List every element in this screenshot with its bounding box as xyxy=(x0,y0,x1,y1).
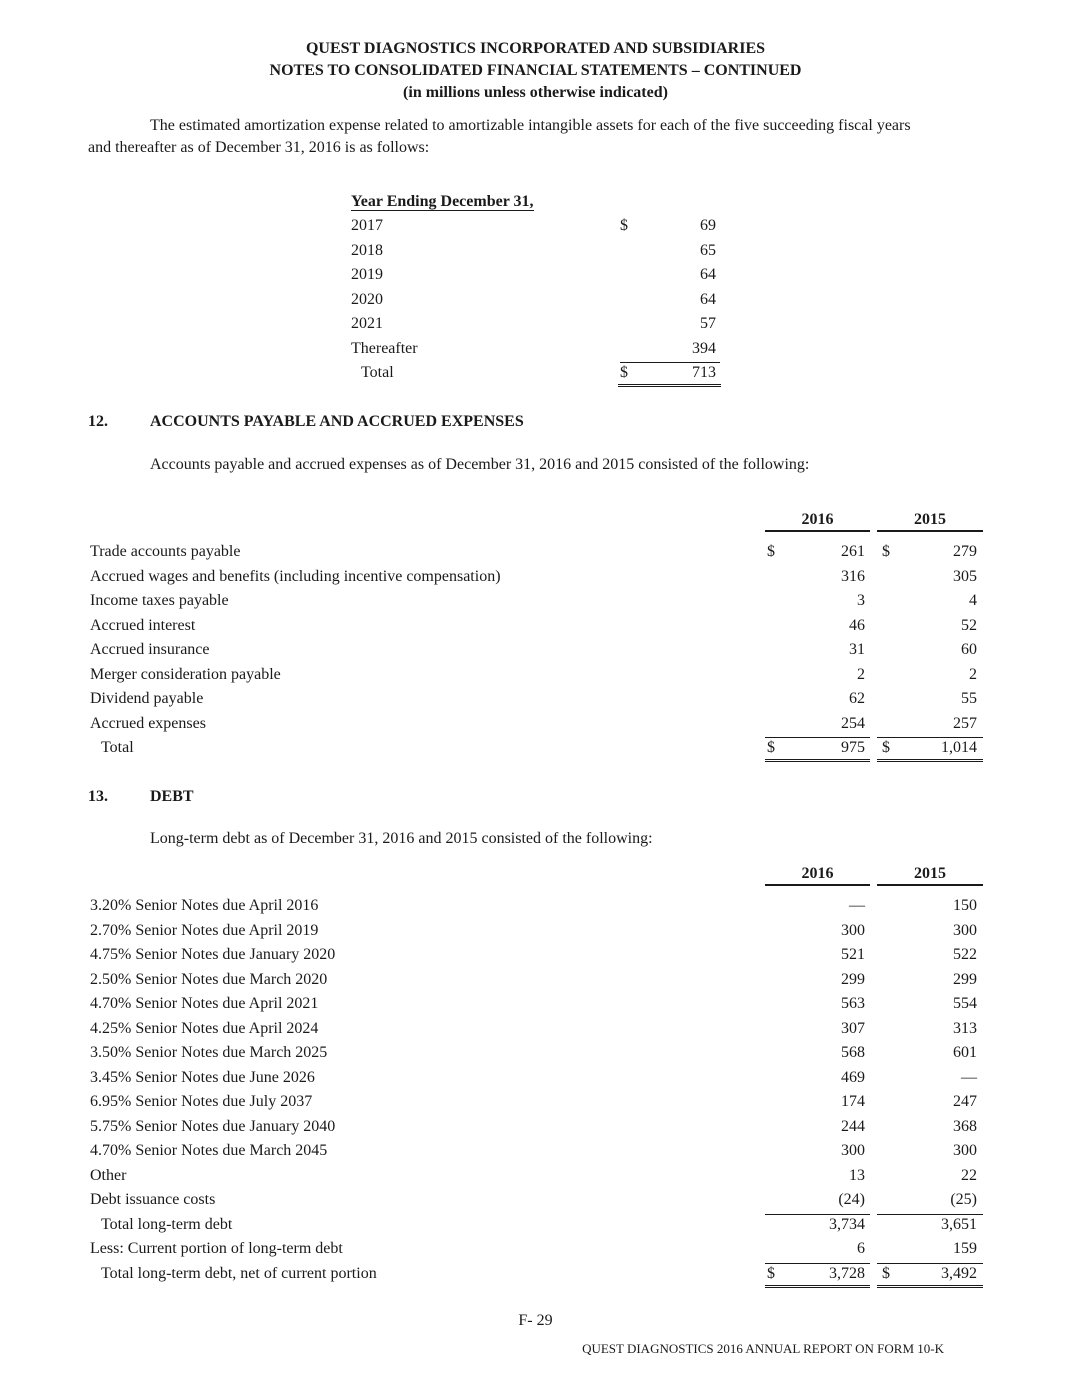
amortization-year-label: 2017 xyxy=(351,217,383,234)
value-2016: — xyxy=(849,897,865,914)
value-2016: 46 xyxy=(849,616,865,634)
currency-sign: $ xyxy=(620,364,628,381)
amortization-heading: Year Ending December 31, xyxy=(351,193,534,210)
subtotal-rule xyxy=(765,737,870,738)
value-2015: 4 xyxy=(969,592,977,609)
currency-sign: $ xyxy=(620,217,628,234)
amortization-value: 394 xyxy=(692,339,716,357)
section-12-title: ACCOUNTS PAYABLE AND ACCRUED EXPENSES xyxy=(150,413,524,430)
value-2016: 563 xyxy=(841,995,865,1012)
row-label: Merger consideration payable xyxy=(90,665,281,683)
net-label: Total long-term debt, net of current portion xyxy=(101,1264,377,1282)
amortization-value: 57 xyxy=(700,315,716,332)
subtotal-rule xyxy=(877,737,983,738)
total-double-rule xyxy=(765,1285,870,1288)
subtotal-rule xyxy=(765,1214,870,1215)
value-2015: 150 xyxy=(953,897,977,914)
row-label: 5.75% Senior Notes due January 2040 xyxy=(90,1117,336,1135)
value-2016: 307 xyxy=(841,1019,865,1037)
value-2015: (25) xyxy=(950,1191,977,1208)
value-2015: 257 xyxy=(953,714,977,732)
value-2015: 52 xyxy=(961,616,977,634)
amortization-value: 64 xyxy=(700,290,716,308)
value-2015: 300 xyxy=(953,921,977,939)
header-company: QUEST DIAGNOSTICS INCORPORATED AND SUBSIDIARIES xyxy=(305,40,766,57)
row-label: 2.50% Senior Notes due March 2020 xyxy=(90,970,328,988)
section-12-col-2015: 2015 xyxy=(877,511,983,532)
value-2015: 2 xyxy=(969,665,977,683)
currency-sign: $ xyxy=(767,739,775,756)
value-2015: 299 xyxy=(953,970,977,988)
value-2016: 31 xyxy=(849,641,865,658)
value-2016: 568 xyxy=(841,1044,865,1061)
amortization-year-label: 2019 xyxy=(351,266,383,283)
section-12-number: 12. xyxy=(88,413,108,430)
row-label: Other xyxy=(90,1166,127,1184)
value-2016: 521 xyxy=(841,946,865,963)
value-2015: 305 xyxy=(953,567,977,585)
value-2016: 2 xyxy=(857,665,865,683)
value-2016: 299 xyxy=(841,970,865,988)
value-2015: 247 xyxy=(953,1093,977,1110)
total-double-rule xyxy=(765,759,870,762)
current-2015: 159 xyxy=(953,1240,977,1257)
amortization-value: 65 xyxy=(700,241,716,259)
row-label: Accrued wages and benefits (including incentive compensation) xyxy=(90,567,501,585)
row-label: Accrued interest xyxy=(90,616,196,634)
section-13-intro: Long-term debt as of December 31, 2016 and 2015 consisted of the following: xyxy=(150,830,653,847)
value-2016: 174 xyxy=(841,1093,865,1110)
value-2015: 601 xyxy=(953,1044,977,1061)
row-label: Accrued expenses xyxy=(90,714,206,732)
value-2016: 300 xyxy=(841,921,865,939)
value-2016: 244 xyxy=(841,1117,865,1135)
section-13-col-2015: 2015 xyxy=(877,865,983,886)
currency-sign: $ xyxy=(882,543,890,560)
amortization-year-label: 2018 xyxy=(351,241,383,259)
amortization-value: 64 xyxy=(700,266,716,283)
report-footer: QUEST DIAGNOSTICS 2016 ANNUAL REPORT ON FORM 10-K xyxy=(582,1341,944,1356)
total-double-rule xyxy=(618,384,721,387)
amortization-total-value: 713 xyxy=(692,364,716,381)
row-label: 4.75% Senior Notes due January 2020 xyxy=(90,946,336,963)
value-2015: — xyxy=(961,1068,977,1086)
currency-sign: $ xyxy=(767,1264,775,1282)
subtotal-rule xyxy=(765,1263,870,1264)
total-double-rule xyxy=(877,1285,983,1288)
value-2016: 13 xyxy=(849,1166,865,1184)
value-2015: 300 xyxy=(953,1142,977,1159)
net-2016: 3,728 xyxy=(829,1264,865,1282)
section-12-intro: Accounts payable and accrued expenses as of December 31, 2016 and 2015 consisted of the following: xyxy=(150,456,810,473)
net-2015: 3,492 xyxy=(941,1264,977,1282)
row-label: 4.70% Senior Notes due April 2021 xyxy=(90,995,319,1012)
value-2015: 313 xyxy=(953,1019,977,1037)
amortization-total-label: Total xyxy=(361,364,394,381)
row-label: 2.70% Senior Notes due April 2019 xyxy=(90,921,319,939)
row-label: Dividend payable xyxy=(90,690,204,707)
section-13-col-2016: 2016 xyxy=(765,865,870,886)
intro-line-1: The estimated amortization expense related to amortizable intangible assets for each of the five succeeding fiscal years xyxy=(150,117,911,134)
total-label: Total xyxy=(101,739,134,756)
currency-sign: $ xyxy=(767,543,775,560)
total-2016: 975 xyxy=(841,739,865,756)
subtotal-rule xyxy=(877,1214,983,1215)
section-13-title: DEBT xyxy=(150,788,194,805)
value-2015: 368 xyxy=(953,1117,977,1135)
currency-sign: $ xyxy=(882,739,890,756)
page-number: F- 29 xyxy=(518,1312,553,1329)
row-label: 3.50% Senior Notes due March 2025 xyxy=(90,1044,328,1061)
currency-sign: $ xyxy=(882,1264,890,1282)
row-label: 3.45% Senior Notes due June 2026 xyxy=(90,1068,315,1086)
value-2015: 522 xyxy=(953,946,977,963)
header-units: (in millions unless otherwise indicated) xyxy=(403,84,668,101)
amortization-year-label: 2020 xyxy=(351,290,383,308)
subtotal-2016: 3,734 xyxy=(829,1215,865,1233)
subtotal-label: Total long-term debt xyxy=(101,1215,233,1233)
row-label: 6.95% Senior Notes due July 2037 xyxy=(90,1093,313,1110)
value-2016: 254 xyxy=(841,714,865,732)
value-2015: 60 xyxy=(961,641,977,658)
row-label: 4.70% Senior Notes due March 2045 xyxy=(90,1142,328,1159)
value-2015: 554 xyxy=(953,995,977,1012)
section-12-col-2016: 2016 xyxy=(765,511,870,532)
amortization-year-label: Thereafter xyxy=(351,339,418,357)
subtotal-rule xyxy=(620,362,720,363)
value-2016: (24) xyxy=(838,1191,865,1208)
current-2016: 6 xyxy=(857,1240,865,1257)
total-double-rule xyxy=(877,759,983,762)
row-label: 3.20% Senior Notes due April 2016 xyxy=(90,897,319,914)
value-2016: 3 xyxy=(857,592,865,609)
header-notes: NOTES TO CONSOLIDATED FINANCIAL STATEMENTS – CONTINUED xyxy=(269,62,802,79)
subtotal-2015: 3,651 xyxy=(941,1215,977,1233)
amortization-value: 69 xyxy=(700,217,716,234)
row-label: Income taxes payable xyxy=(90,592,229,609)
amortization-year-label: 2021 xyxy=(351,315,383,332)
subtotal-rule xyxy=(877,1263,983,1264)
value-2015: 279 xyxy=(953,543,977,560)
intro-line-2: and thereafter as of December 31, 2016 is as follows: xyxy=(88,139,430,156)
current-portion-label: Less: Current portion of long-term debt xyxy=(90,1240,343,1257)
value-2016: 469 xyxy=(841,1068,865,1086)
row-label: 4.25% Senior Notes due April 2024 xyxy=(90,1019,319,1037)
value-2016: 261 xyxy=(841,543,865,560)
row-label: Debt issuance costs xyxy=(90,1191,216,1208)
value-2016: 300 xyxy=(841,1142,865,1159)
row-label: Trade accounts payable xyxy=(90,543,241,560)
row-label: Accrued insurance xyxy=(90,641,210,658)
value-2015: 22 xyxy=(961,1166,977,1184)
value-2015: 55 xyxy=(961,690,977,707)
value-2016: 316 xyxy=(841,567,865,585)
value-2016: 62 xyxy=(849,690,865,707)
section-13-number: 13. xyxy=(88,788,108,805)
total-2015: 1,014 xyxy=(941,739,977,756)
